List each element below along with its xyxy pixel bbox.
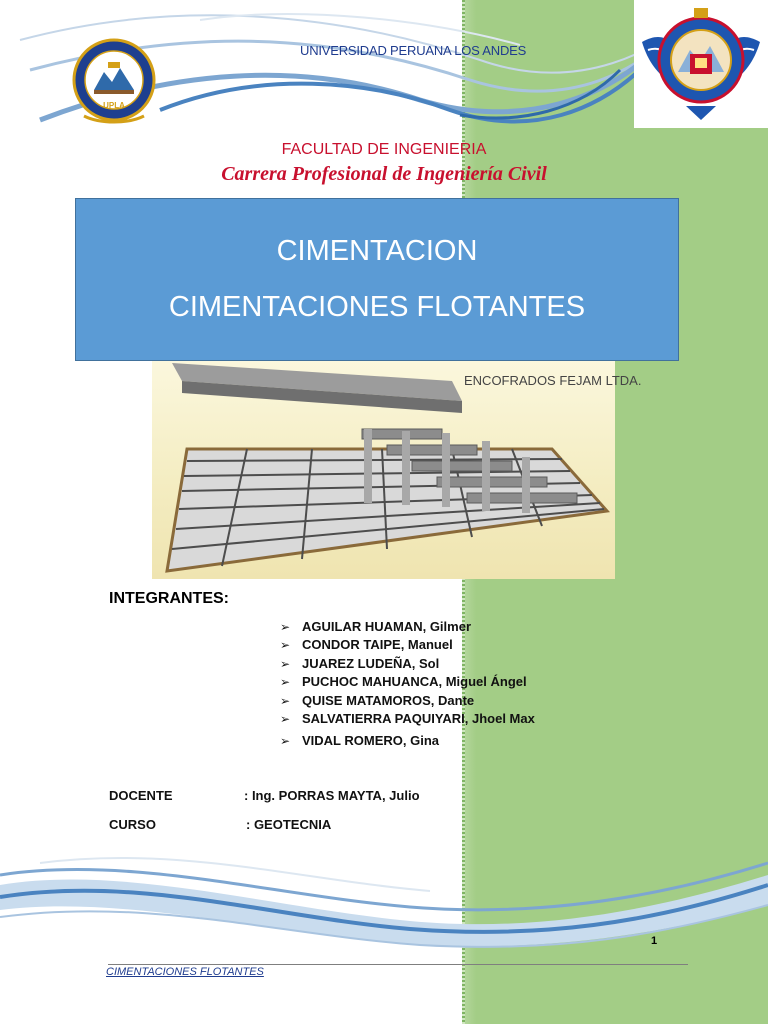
members-list — [280, 619, 535, 752]
faculty-name: FACULTAD DE INGENIERIA — [281, 141, 487, 158]
university-seal-left — [72, 38, 156, 122]
seal-acronym: UPLA — [103, 101, 125, 110]
university-name: UNIVERSIDAD PERUANA LOS ANDES — [300, 43, 527, 58]
docente-label: DOCENTE — [109, 788, 173, 803]
curso-label: CURSO — [109, 817, 156, 832]
list-item — [280, 637, 535, 655]
document-title: CIMENTACION — [276, 235, 478, 267]
arrow-bullet-icon: ➢ — [280, 656, 291, 671]
list-item — [280, 619, 535, 637]
arrow-bullet-icon: ➢ — [280, 620, 291, 634]
member-name: CONDOR TAIPE, Manuel — [302, 637, 453, 653]
member-name: QUISE MATAMOROS, Dante — [302, 692, 475, 708]
illustration-caption: ENCOFRADOS FEJAM LTDA. — [464, 373, 642, 388]
arrow-bullet-icon: ➢ — [280, 638, 291, 653]
curso-value: : GEOTECNIA — [246, 817, 332, 832]
list-item — [280, 733, 535, 751]
arrow-bullet-icon: ➢ — [280, 675, 291, 690]
footer-running-title: CIMENTACIONES FLOTANTES — [106, 966, 264, 978]
university-seal-right — [640, 2, 762, 124]
member-name: PUCHOC MAHUANCA, Miguel Ángel — [302, 674, 527, 690]
member-name: AGUILAR HUAMAN, Gilmer — [302, 619, 472, 634]
foundation-illustration — [152, 361, 642, 579]
members-heading: INTEGRANTES: — [109, 590, 229, 607]
foundation-render — [152, 361, 642, 579]
page-number: 1 — [651, 935, 658, 947]
list-item — [280, 674, 535, 692]
footer-divider — [108, 964, 688, 965]
arrow-bullet-icon: ➢ — [280, 711, 291, 726]
list-item — [280, 711, 535, 729]
arrow-bullet-icon: ➢ — [280, 693, 291, 708]
arrow-bullet-icon: ➢ — [280, 734, 291, 749]
document-subtitle: CIMENTACIONES FLOTANTES — [168, 291, 586, 323]
member-name: SALVATIERRA PAQUIYARI, Jhoel Max — [302, 710, 535, 726]
member-name: VIDAL ROMERO, Gina — [302, 733, 439, 749]
docente-value: : Ing. PORRAS MAYTA, Julio — [244, 788, 420, 803]
career-name: Carrera Profesional de Ingeniería Civil — [221, 163, 547, 185]
member-name: JUAREZ LUDEÑA, Sol — [302, 655, 440, 671]
title-banner — [75, 198, 679, 361]
list-item — [280, 693, 535, 711]
list-item — [280, 656, 535, 674]
